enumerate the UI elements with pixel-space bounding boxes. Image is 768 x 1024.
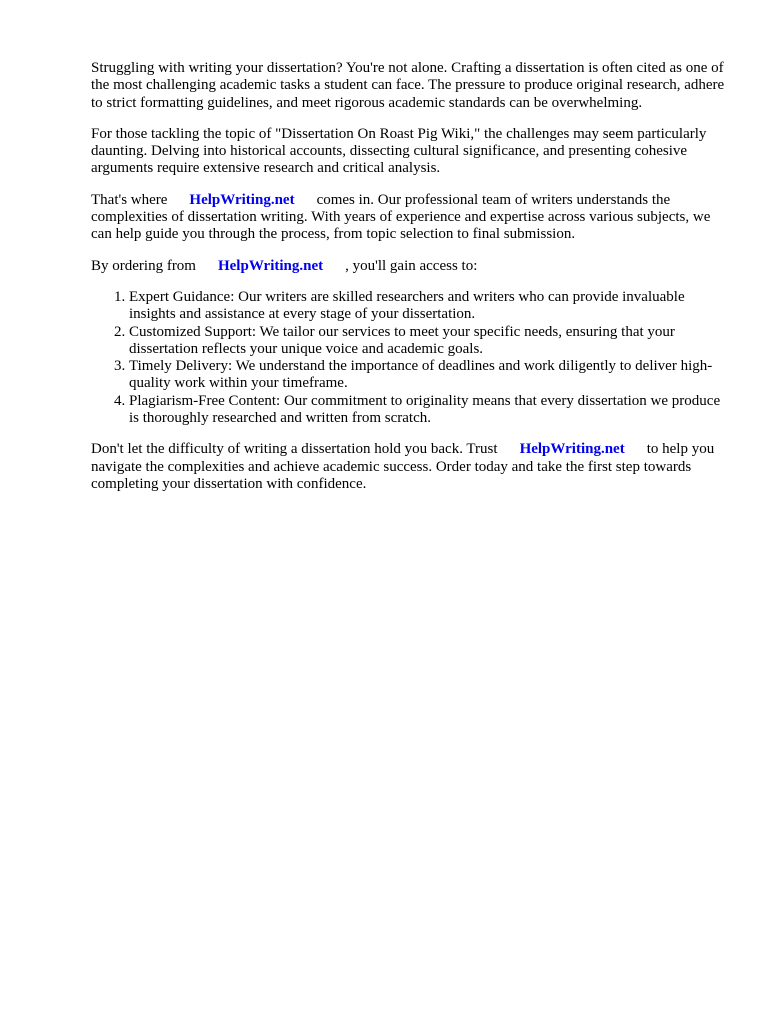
topic-paragraph: For those tackling the topic of "Dissertation On Roast Pig Wiki," the challenges may seem particularly daunting. Delving into historical accounts, dissecting cultural significance, and presenting cohesive arguments require extensive research and critical analysis. (91, 125, 707, 177)
service-text-after: comes in. Our professional team of writers understands the complexities of dissertation writing. With years of experience and expertise across various subjects, we can help guide you through the process, from topic selection to final submission. (91, 191, 711, 243)
service-paragraph (91, 192, 731, 244)
closing-paragraph (91, 441, 731, 493)
helpwriting-link[interactable]: HelpWriting.net (189, 191, 295, 208)
closing-text-after: to help you navigate the complexities and achieve academic success. Order today and take the first step towards completing your dissertation with confidence. (91, 441, 715, 492)
ordering-text-after: , you'll gain access to: (345, 257, 478, 274)
document-page (91, 60, 731, 507)
list-item: 3. Timely Delivery: We understand the importance of deadlines and work diligently to deliver high-quality work within your timeframe. (129, 358, 731, 393)
helpwriting-link[interactable]: HelpWriting.net (217, 257, 324, 274)
list-item: 4. Plagiarism-Free Content: Our commitment to originality means that every dissertation we produce is thoroughly researched and written from scratch. (129, 393, 731, 428)
ordering-paragraph (91, 258, 731, 275)
benefits-list (91, 289, 731, 427)
service-text-before: That's where (91, 191, 168, 208)
closing-text-before: Don't let the difficulty of writing a dissertation hold you back. Trust (91, 441, 498, 458)
intro-paragraph: Struggling with writing your dissertation? You're not alone. Crafting a dissertation is often cited as one of the most challenging academic tasks a student can face. The pressure to produce original research, adhere to strict formatting guidelines, and meet rigorous academic standards can be overwhelming. (91, 60, 725, 111)
helpwriting-link[interactable]: HelpWriting.net (519, 441, 625, 458)
list-item: 1. Expert Guidance: Our writers are skilled researchers and writers who can provide invaluable insights and assistance at every stage of your dissertation. (129, 289, 731, 324)
list-item: 2. Customized Support: We tailor our services to meet your specific needs, ensuring that your dissertation reflects your unique voice and academic goals. (129, 324, 731, 359)
ordering-text-before: By ordering from (91, 257, 196, 274)
